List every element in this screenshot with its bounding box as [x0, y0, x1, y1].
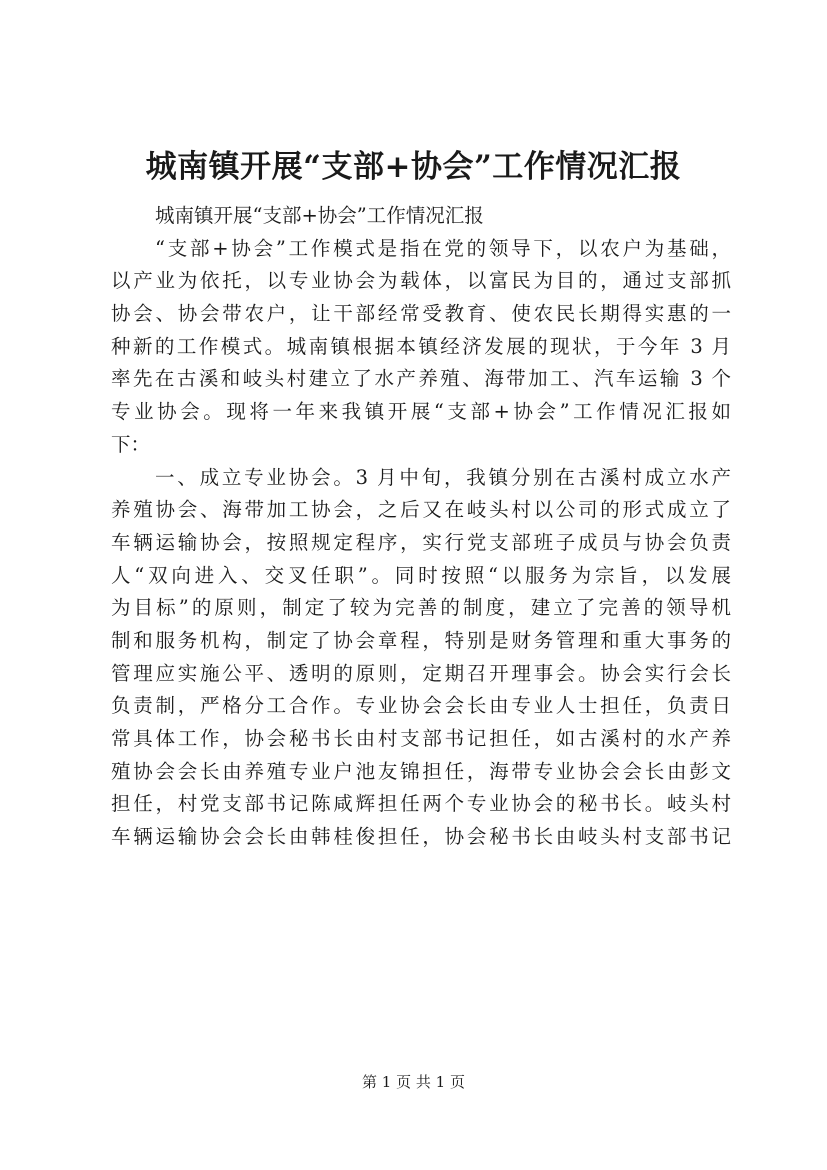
paragraph-line: 车辆运输协会，按照规定程序，实行党支部班子成员与协会负责	[111, 530, 731, 554]
paragraph-line: 制和服务机构，制定了协会章程，特别是财务管理和重大事务的	[111, 628, 731, 652]
paragraph-line: 下：	[111, 432, 151, 456]
page-footer: 第 1 页 共 1 页	[362, 1073, 465, 1091]
document-body	[111, 200, 731, 854]
paragraph-line: 为目标”的原则，制定了较为完善的制度，建立了完善的领导机	[111, 596, 731, 620]
paragraph-line: 以产业为依托，以专业协会为载体，以富民为目的，通过支部抓	[111, 269, 731, 293]
document-title: 城南镇开展“支部+协会”工作情况汇报	[145, 149, 682, 185]
paragraph-line: 担任，村党支部书记陈咸辉担任两个专业协会的秘书长。岐头村	[111, 792, 731, 816]
paragraph-line: 常具体工作，协会秘书长由村支部书记担任，如古溪村的水产养	[111, 727, 731, 750]
subtitle-line: 城南镇开展“支部+协会”工作情况汇报	[155, 204, 484, 227]
paragraph-line: 种新的工作模式。城南镇根据本镇经济发展的现状，于今年 3 月	[111, 334, 731, 358]
paragraph-line: 人“双向进入、交叉任职”。同时按照“以服务为宗旨，以发展	[111, 563, 731, 587]
paragraph-line: 殖协会会长由养殖专业户池友锦担任，海带专业协会会长由彭文	[111, 759, 731, 783]
paragraph-line: 协会、协会带农户，让干部经常受教育、使农民长期得实惠的一	[111, 302, 731, 326]
paragraph-line: 养殖协会、海带加工协会，之后又在岐头村以公司的形式成立了	[111, 498, 731, 522]
paragraph-line: 车辆运输协会会长由韩桂俊担任，协会秘书长由岐头村支部书记	[111, 825, 731, 849]
paragraph-line: 专业协会。现将一年来我镇开展“支部+协会”工作情况汇报如	[111, 400, 731, 424]
paragraph-line: 率先在古溪和岐头村建立了水产养殖、海带加工、汽车运输 3 个	[111, 367, 731, 391]
paragraph-line: 负责制，严格分工合作。专业协会会长由专业人士担任，负责日	[111, 694, 731, 718]
paragraph-line: “支部+协会”工作模式是指在党的领导下，以农户为基础，	[155, 236, 731, 260]
paragraph-line: 管理应实施公平、透明的原则，定期召开理事会。协会实行会长	[111, 661, 731, 685]
paragraph-line: 一、成立专业协会。3 月中旬，我镇分别在古溪村成立水产	[155, 465, 731, 489]
